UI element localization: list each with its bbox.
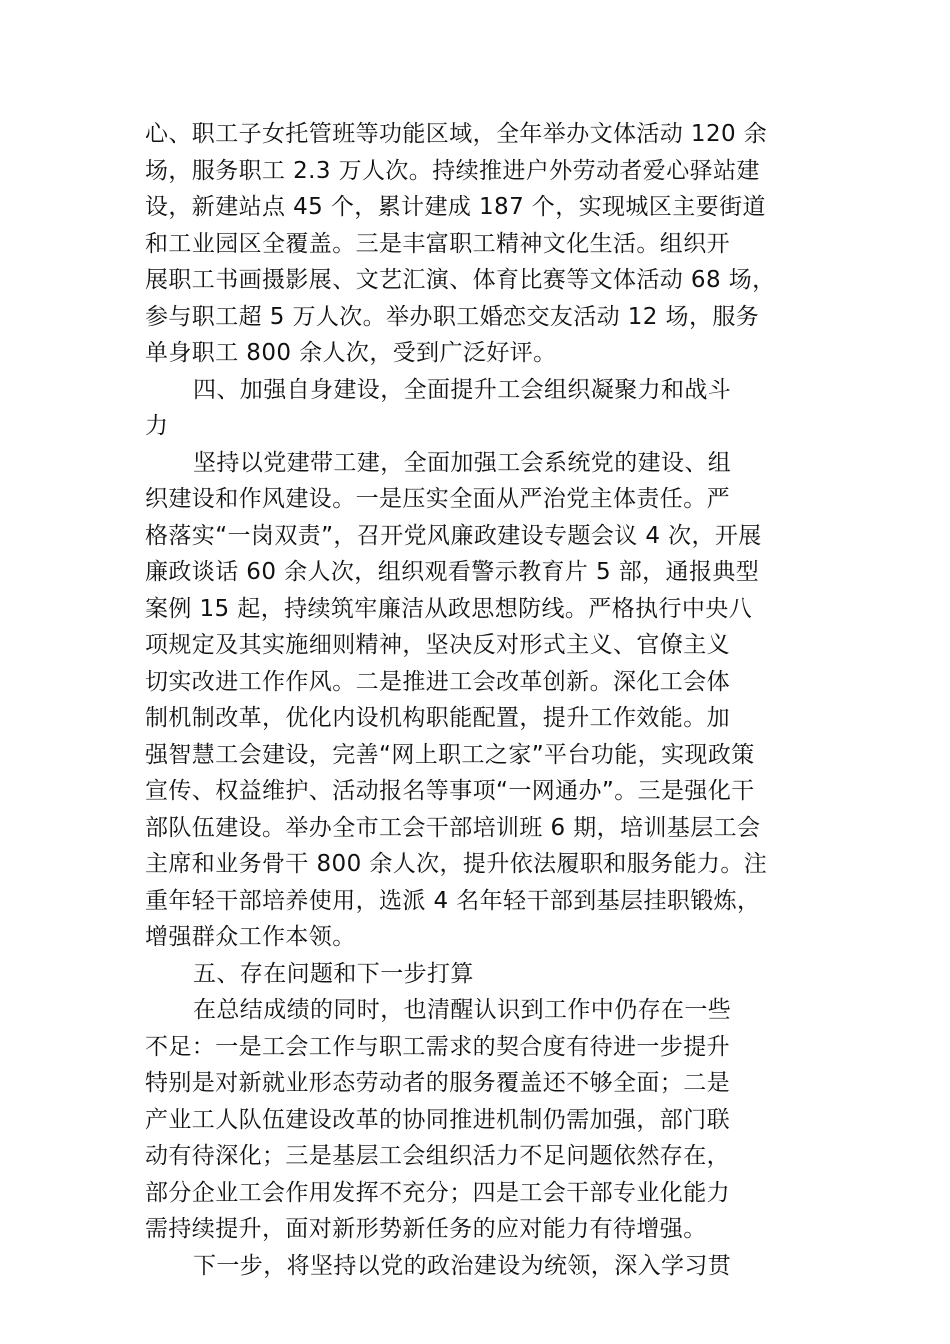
text-line: 部队伍建设。举办全市工会干部培训班 6 期，培训基层工会 bbox=[145, 814, 761, 841]
paragraph-services-culture bbox=[145, 116, 810, 372]
text-line: 动有待深化；三是基层工会组织活力不足问题依然存在， bbox=[145, 1143, 730, 1169]
paragraph-self-building bbox=[145, 445, 810, 956]
text-line: 设，新建站点 45 个，累计建成 187 个，实现城区主要街道 bbox=[145, 194, 766, 220]
section-heading-4 bbox=[145, 372, 810, 445]
text-line: 参与职工超 5 万人次。举办职工婚恋交友活动 12 场，服务 bbox=[145, 303, 760, 330]
text-line: 特别是对新就业形态劳动者的服务覆盖还不够全面；二是 bbox=[145, 1070, 730, 1096]
text-line: 部分企业工会作用发挥不充分；四是工会干部专业化能力 bbox=[145, 1179, 730, 1206]
text-line: 单身职工 800 余人次，受到广泛好评。 bbox=[145, 340, 557, 366]
text-line: 心、职工子女托管班等功能区域，全年举办文体活动 120 余 bbox=[145, 121, 768, 147]
text-line: 重年轻干部培养使用，选派 4 名年轻干部到基层挂职锻炼， bbox=[145, 887, 761, 914]
text-line: 格落实“一岗双责”，召开党风廉政建设专题会议 4 次，开展 bbox=[145, 522, 762, 549]
text-line: 场，服务职工 2.3 万人次。持续推进户外劳动者爱心驿站建 bbox=[145, 157, 760, 184]
text-line: 在总结成绩的同时，也清醒认识到工作中仍存在一些 bbox=[193, 997, 732, 1023]
heading-line: 四、加强自身建设，全面提升工会组织凝聚力和战斗 bbox=[193, 376, 732, 403]
text-line: 下一步，将坚持以党的政治建设为统领，深入学习贯 bbox=[193, 1252, 732, 1279]
text-line: 坚持以党建带工建，全面加强工会系统党的建设、组 bbox=[193, 449, 732, 476]
text-line: 项规定及其实施细则精神，坚决反对形式主义、官僚主义 bbox=[145, 632, 730, 658]
heading-line: 五、存在问题和下一步打算 bbox=[193, 960, 474, 987]
text-line: 需持续提升，面对新形势新任务的应对能力有待增强。 bbox=[145, 1216, 707, 1242]
text-line: 制机制改革，优化内设机构职能配置，提升工作效能。加 bbox=[145, 705, 730, 731]
text-line: 案例 15 起，持续筑牢廉洁从政思想防线。严格执行中央八 bbox=[145, 595, 753, 622]
text-line: 不足：一是工会工作与职工需求的契合度有待进一步提升 bbox=[145, 1033, 730, 1060]
paragraph-next-steps bbox=[145, 1248, 810, 1285]
text-line: 切实改进工作作风。二是推进工会改革创新。深化工会体 bbox=[145, 668, 730, 695]
text-line: 展职工书画摄影展、文艺汇演、体育比赛等文体活动 68 场， bbox=[145, 267, 776, 293]
section-heading-5 bbox=[145, 956, 810, 993]
text-line: 强智慧工会建设，完善“网上职工之家”平台功能，实现政策 bbox=[145, 741, 755, 768]
text-line: 增强群众工作本领。 bbox=[145, 924, 356, 950]
heading-line: 力 bbox=[145, 413, 169, 439]
text-line: 和工业园区全覆盖。三是丰富职工精神文化生活。组织开 bbox=[145, 230, 730, 257]
text-line: 廉政谈话 60 余人次，组织观看警示教育片 5 部，通报典型 bbox=[145, 559, 760, 585]
document-page bbox=[145, 116, 810, 1284]
paragraph-problems bbox=[145, 992, 810, 1248]
text-line: 织建设和作风建设。一是压实全面从严治党主体责任。严 bbox=[145, 486, 730, 512]
text-line: 宣传、权益维护、活动报名等事项“一网通办”。三是强化干 bbox=[145, 778, 755, 804]
text-line: 产业工人队伍建设改革的协同推进机制仍需加强，部门联 bbox=[145, 1106, 730, 1133]
text-line: 主席和业务骨干 800 余人次，提升依法履职和服务能力。注 bbox=[145, 851, 768, 877]
